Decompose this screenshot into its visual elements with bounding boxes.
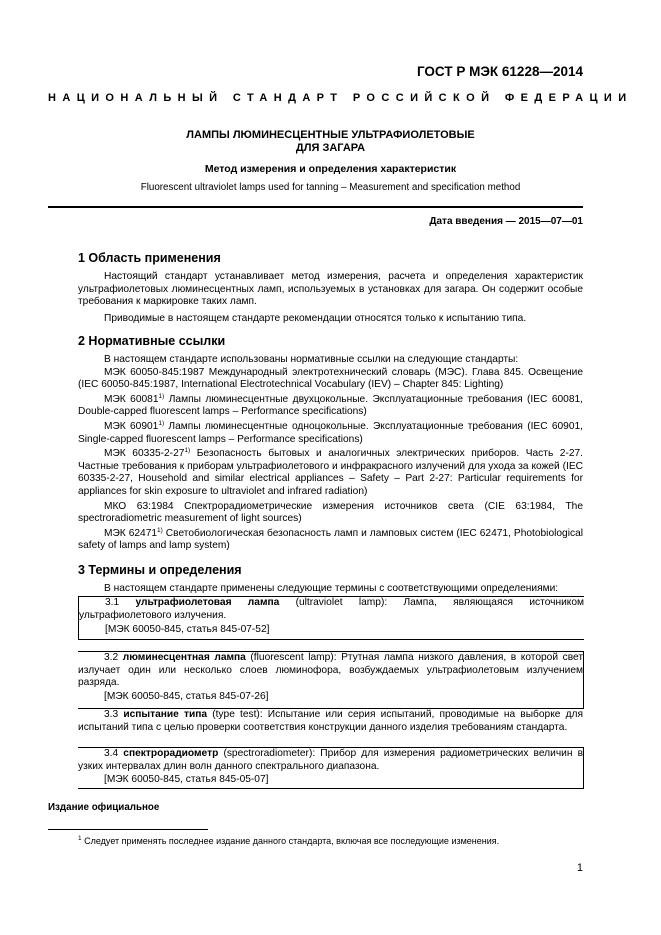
term-3-4-name: спектрорадиометр bbox=[123, 748, 219, 759]
term-3-2-box bbox=[78, 651, 584, 709]
section-3-heading: 3 Термины и определения bbox=[78, 563, 242, 577]
term-3-3-name: испытание типа bbox=[123, 709, 208, 720]
term-3-2: 3.2 люминесцентная лампа (fluorescent lamp): Ртутная лампа низкого давления, в которой свет излучает один или несколько слоев люминофора, возбуждаемых ультрафиолетовым излучением разряда. bbox=[78, 652, 583, 689]
section-1-body bbox=[78, 271, 583, 325]
footnote-marker: 1) bbox=[184, 447, 191, 455]
footnote-marker: 1) bbox=[158, 392, 165, 400]
term-3-4-box bbox=[78, 747, 584, 789]
introduction-date: Дата введения — 2015—07—01 bbox=[429, 216, 583, 227]
terms-intro: В настоящем стандарте применены следующие термины с соответствующими определениями: bbox=[104, 583, 559, 594]
footnote-divider bbox=[48, 829, 208, 830]
national-standard-banner: НАЦИОНАЛЬНЫЙ СТАНДАРТ РОССИЙСКОЙ ФЕДЕРАЦИИ bbox=[48, 92, 633, 104]
term-3-1-box bbox=[78, 596, 584, 640]
section-1-heading: 1 Область применения bbox=[78, 251, 221, 265]
term-3-2-name: люминесцентная лампа bbox=[122, 652, 246, 663]
english-title: Fluorescent ultraviolet lamps used for tanning – Measurement and specification method bbox=[140, 182, 521, 193]
reference-iec-60050: МЭК 60050-845:1987 Международный электротехнический словарь (МЭС). Глава 845. Освещение (IEC 60050-845:1987, International Electrotechnical Vocabulary (IEV) – Chapter 845: Lighting) bbox=[78, 366, 583, 391]
reference-cie-63: МКО 63:1984 Спектрорадиометрические измерения источников света (CIE 63:1984, The spectroradiometric measurement of light sources) bbox=[78, 500, 583, 525]
title-divider bbox=[48, 206, 583, 208]
document-subtitle: Метод измерения и определения характеристик bbox=[204, 163, 457, 175]
document-title bbox=[78, 129, 583, 155]
section-2-body bbox=[78, 354, 583, 553]
title-line-1: ЛАМПЫ ЛЮМИНЕСЦЕНТНЫЕ УЛЬТРАФИОЛЕТОВЫЕ bbox=[186, 129, 475, 141]
section-3-body bbox=[78, 583, 583, 596]
term-3-4-reference: [МЭК 60050-845, статья 845-05-07] bbox=[104, 774, 269, 786]
term-3-1-reference: [МЭК 60050-845, статья 845-07-52] bbox=[105, 624, 270, 636]
footnote-marker: 1) bbox=[157, 526, 163, 534]
term-3-1: 3.1 ультрафиолетовая лампа (ultraviolet lamp): Лампа, являющаяся источником ультрафиолетового излучения. bbox=[79, 597, 584, 621]
title-line-2: ДЛЯ ЗАГАРА bbox=[295, 142, 366, 154]
footnote-number: 1 bbox=[78, 835, 82, 842]
reference-iec-60081: МЭК 60081$^{1)}$ Лампы люминесцентные двухцокольные. Эксплуатационные требования (IEC 60081, Double-capped fluorescent lamps – Performance specifications) bbox=[78, 392, 584, 418]
official-edition-label: Издание официальное bbox=[48, 802, 160, 813]
page-number: 1 bbox=[576, 862, 583, 874]
references-intro: В настоящем стандарте использованы нормативные ссылки на следующие стандарты: bbox=[104, 354, 519, 365]
document-code: ГОСТ Р МЭК 61228—2014 bbox=[416, 64, 583, 79]
reference-iec-62471: МЭК 62471$^{1)}$ Светобиологическая безопасность ламп и ламповых систем (IEC 62471, Photobiological safety of lamps and lamp system) bbox=[78, 526, 583, 552]
section-1-paragraph-2: Приводимые в настоящем стандарте рекомендации относятся только к испытанию типа. bbox=[104, 312, 527, 324]
term-3-1-name: ультрафиолетовая лампа bbox=[135, 597, 280, 608]
section-2-heading: 2 Нормативные ссылки bbox=[78, 334, 226, 348]
term-3-4: 3.4 спектрорадиометр (spectroradiometer): Прибор для измерения радиометрических величин в узких интервалах длин волн данного спектрального диапазона. bbox=[78, 748, 583, 772]
term-3-3: 3.3 испытание типа (type test): Испытание или серия испытаний, проводимые на выборке для испытаний типа с целью проверки соответствия конструкции данного изделия требованиям стандарта. bbox=[78, 709, 583, 733]
reference-iec-60335: МЭК 60335-2-27$^{1)}$ Безопасность бытовых и аналогичных электрических приборов. Часть 2-27. Частные требования к приборам ультрафиолетового и инфракрасного излучений для ухода за кожей (IEC 60335-2-27, Household and similar electrical appliances – Safety – Part 2-27: Particular requirements for appliances for skin exposure to ultraviolet and infrared radiation) bbox=[78, 447, 584, 497]
section-1-paragraph-1: Настоящий стандарт устанавливает метод измерения, расчета и определения характеристик ультрафиолетовых люминесцентных ламп, используемых в установках для загара. Он содержит особые требования к маркировке таких ламп. bbox=[78, 271, 583, 308]
footnote: $^1$ Следует применять последнее издание данного стандарта, включая все последующие изменения. bbox=[78, 835, 500, 846]
footnote-marker: 1) bbox=[158, 419, 165, 427]
reference-iec-60901: МЭК 60901$^{1)}$ Лампы люминесцентные одноцокольные. Эксплуатационные требования (IEC 60901, Single-capped fluorescent lamps – Performance specifications) bbox=[78, 419, 584, 445]
term-3-2-reference: [МЭК 60050-845, статья 845-07-26] bbox=[104, 690, 269, 702]
